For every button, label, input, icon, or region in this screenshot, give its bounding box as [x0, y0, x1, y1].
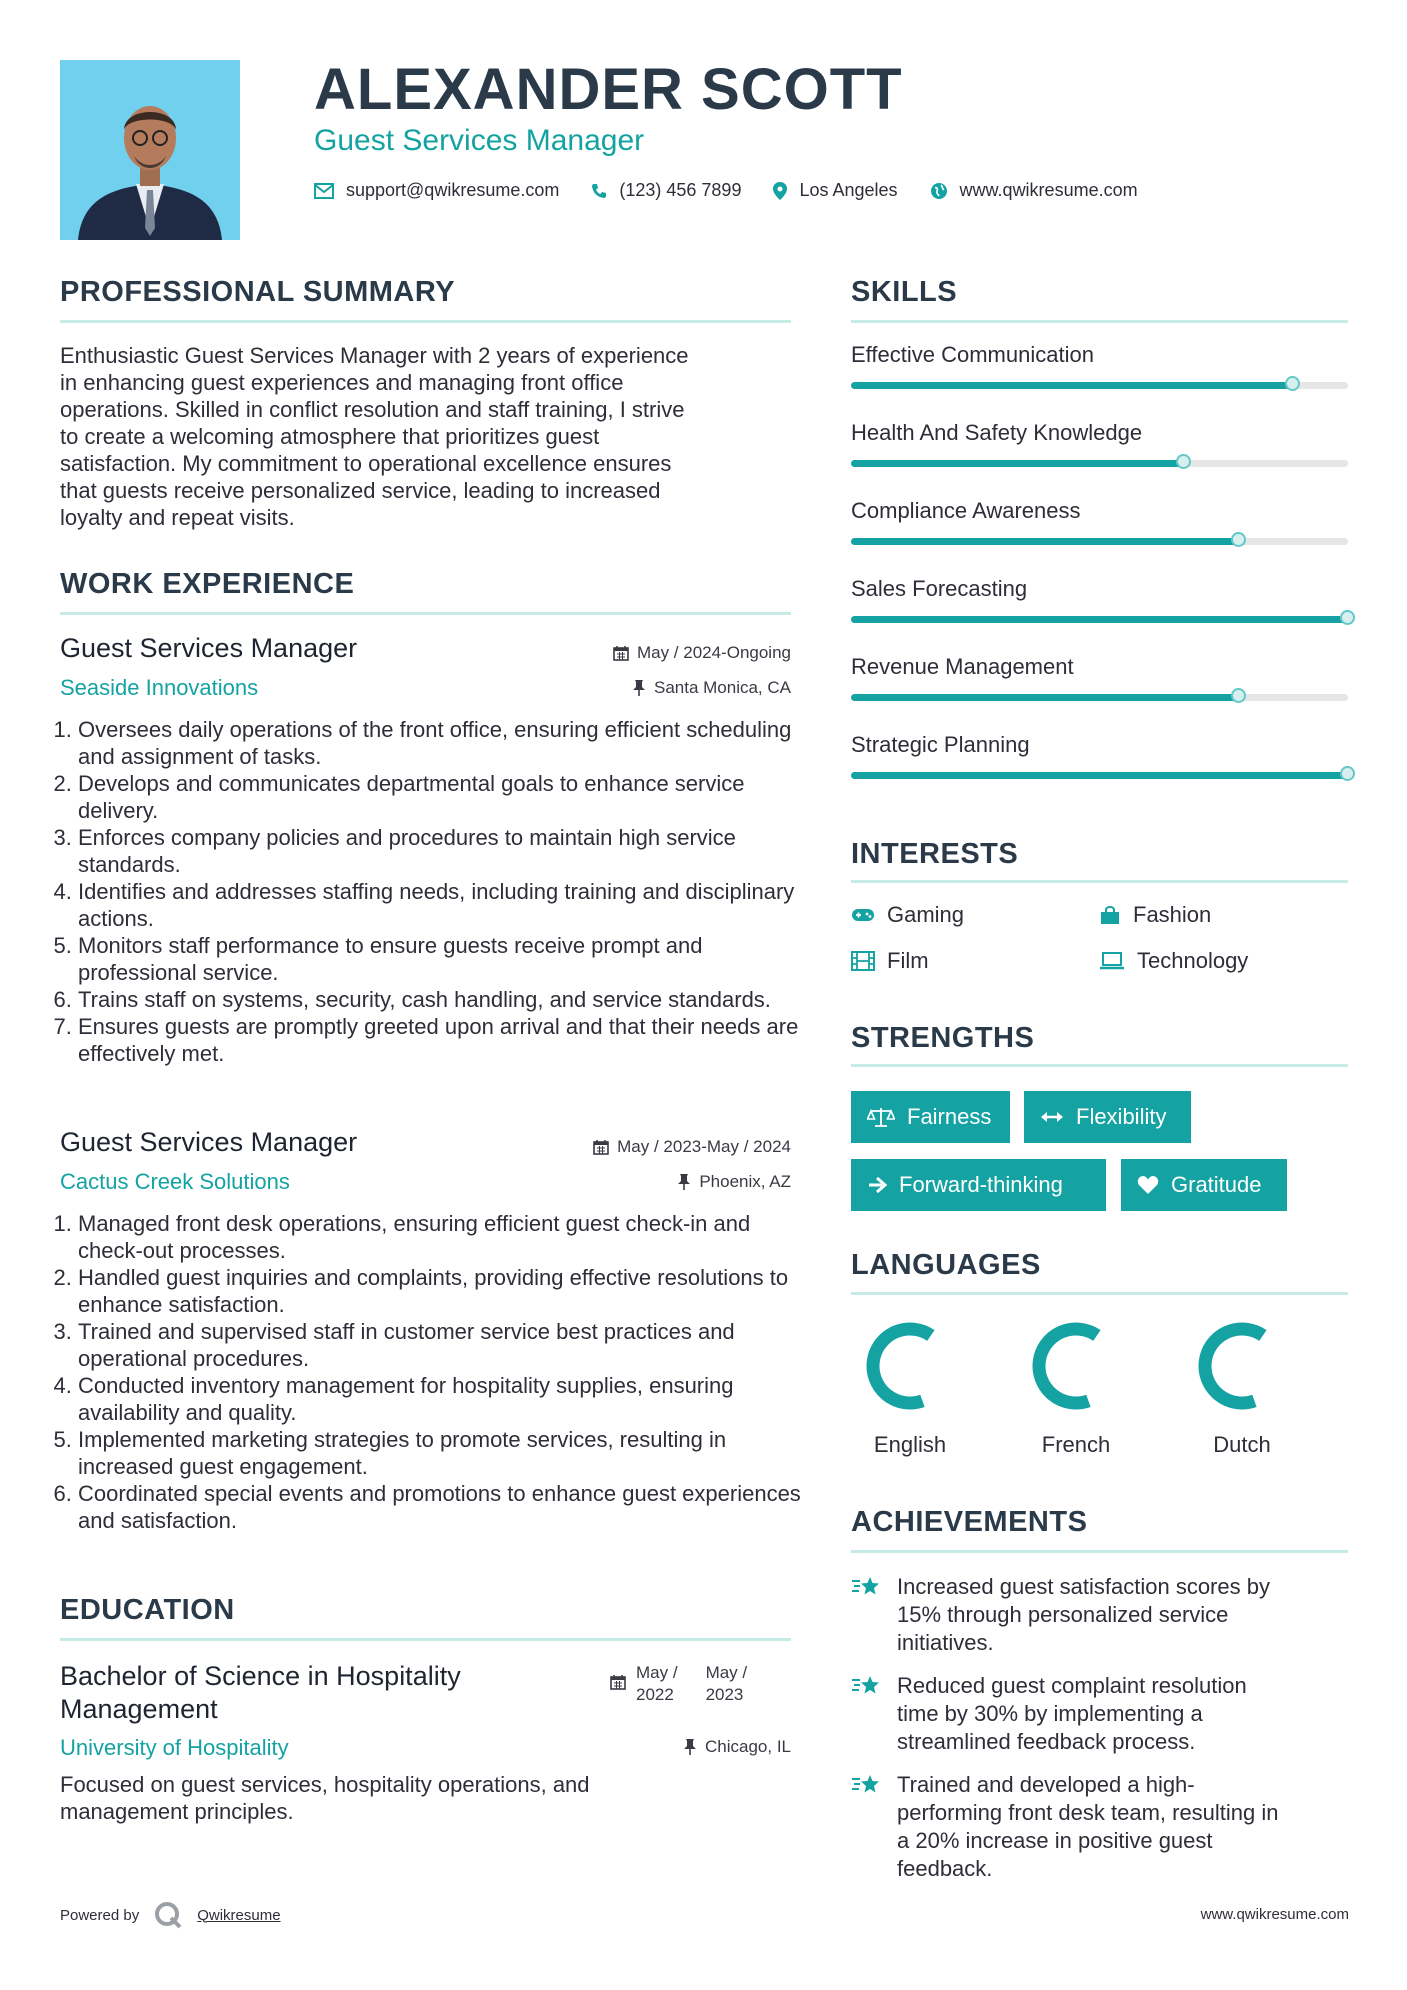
education-dates [610, 1662, 747, 1706]
calendar-icon [593, 1139, 609, 1155]
interest-label: Gaming [887, 902, 965, 927]
shopping-bag-icon [1099, 905, 1121, 925]
language-item [1182, 1318, 1302, 1458]
summary-line: operations. Skilled in conflict resolution and staff training, I strive [60, 397, 685, 422]
phone-icon [591, 183, 607, 199]
duty-item: 1. Managed front desk operations, ensuring efficient guest check-in and check-out processes. [78, 1210, 808, 1264]
school-name: University of Hospitality [60, 1735, 289, 1760]
summary-line: loyalty and repeat visits. [60, 505, 295, 530]
skill-name: Health And Safety Knowledge [851, 420, 1143, 445]
duty-item: 4. Conducted inventory management for hospitality supplies, ensuring availability and quality. [78, 1372, 808, 1426]
skill-bar-knob [1285, 376, 1300, 391]
skill-bar-knob [1231, 688, 1246, 703]
language-ring-arc [873, 1329, 931, 1403]
skill-item [851, 420, 1348, 467]
language-name: French [1041, 1432, 1111, 1457]
language-ring [1194, 1318, 1290, 1414]
skill-bar [851, 694, 1348, 701]
education-desc-line: Focused on guest services, hospitality operations, and [60, 1772, 590, 1797]
arrow-right-icon [867, 1176, 887, 1194]
degree-line: Bachelor of Science in Hospitality [60, 1661, 461, 1691]
film-icon [851, 951, 875, 971]
shooting-star-icon [851, 1771, 883, 1799]
skill-bar [851, 772, 1348, 779]
education-end [706, 1662, 748, 1706]
language-name: English [873, 1432, 947, 1457]
qwikresume-logo-icon [153, 1900, 183, 1930]
duty-item: 3. Enforces company policies and procedures to maintain high service standards. [78, 824, 808, 878]
summary-line: that guests receive personalized service, leading to increased [60, 478, 661, 503]
strength-label: Gratitude [1171, 1172, 1262, 1197]
achievement-line: streamlined feedback process. [897, 1729, 1196, 1754]
achievement-line: Trained and developed a high- [897, 1772, 1195, 1797]
achievement-item [851, 1771, 1351, 1883]
skill-name: Sales Forecasting [851, 576, 1028, 601]
strength-label: Flexibility [1076, 1104, 1167, 1129]
duty-item: 7. Ensures guests are promptly greeted upon arrival and that their needs are effectively met. [78, 1013, 808, 1067]
achievement-item [851, 1672, 1351, 1756]
skill-bar [851, 616, 1348, 623]
footer-site-link[interactable]: www.qwikresume.com [1200, 1906, 1349, 1923]
skills-heading: SKILLS [851, 276, 958, 308]
gamepad-icon [851, 907, 875, 923]
map-pin-icon [773, 182, 787, 200]
skill-item [851, 342, 1348, 389]
achievements-heading: ACHIEVEMENTS [851, 1506, 1088, 1538]
duty-item: 5. Monitors staff performance to ensure guests receive prompt and professional service. [78, 932, 808, 986]
skill-bar [851, 382, 1348, 389]
achievement-line: a 20% increase in positive guest [897, 1828, 1213, 1853]
skill-bar-fill [851, 772, 1348, 779]
summary-rule [60, 320, 791, 323]
powered-by-text: Powered by [60, 1906, 140, 1924]
heart-icon [1137, 1175, 1159, 1195]
footer-powered [60, 1900, 281, 1930]
contact-row [314, 180, 1156, 201]
summary-line: satisfaction. My commitment to operational excellence ensures [60, 451, 672, 476]
strength-label: Fairness [907, 1104, 992, 1129]
experience-heading: WORK EXPERIENCE [60, 568, 355, 600]
duty-item: 4. Identifies and addresses staffing needs, including training and disciplinary actions. [78, 878, 808, 932]
job-1-location-text: Santa Monica, CA [653, 678, 791, 697]
pushpin-icon [632, 680, 646, 696]
education-end-month: May / [705, 1663, 748, 1682]
languages-heading: LANGUAGES [851, 1249, 1041, 1281]
achievement-text [897, 1672, 1247, 1756]
skill-bar-fill [851, 538, 1239, 545]
website-text: www.qwikresume.com [959, 180, 1138, 200]
duty-item: 3. Trained and supervised staff in customer service best practices and operational procedures. [78, 1318, 808, 1372]
achievement-line: performing front desk team, resulting in [897, 1800, 1279, 1825]
summary-line: in enhancing guest experiences and managing front office [60, 370, 624, 395]
shooting-star-icon [851, 1573, 883, 1601]
interest-label: Fashion [1133, 902, 1212, 927]
skill-bar-fill [851, 616, 1348, 623]
education-rule [60, 1638, 791, 1641]
strengths-rule [851, 1064, 1348, 1067]
job-2-location-text: Phoenix, AZ [699, 1172, 791, 1191]
calendar-icon [613, 645, 629, 661]
education-start-year: 2022 [636, 1685, 674, 1704]
candidate-title: Guest Services Manager [314, 124, 645, 157]
skill-item [851, 732, 1348, 779]
language-ring-arc [1039, 1329, 1097, 1403]
candidate-name: ALEXANDER SCOTT [314, 57, 903, 122]
strength-label: Forward-thinking [899, 1172, 1063, 1197]
summary-line: Enthusiastic Guest Services Manager with 2 years of experience [60, 343, 689, 368]
achievement-line: initiatives. [897, 1630, 994, 1655]
strengths-heading: STRENGTHS [851, 1022, 1035, 1054]
achievement-line: feedback. [897, 1856, 993, 1881]
skill-bar-fill [851, 694, 1239, 701]
degree-line: Management [60, 1694, 218, 1724]
laptop-icon [1099, 952, 1125, 970]
achievement-line: Reduced guest complaint resolution [897, 1673, 1247, 1698]
skill-bar-knob [1340, 610, 1355, 625]
job-2-dates [593, 1137, 791, 1157]
contact-website[interactable] [930, 180, 1138, 201]
contact-email[interactable] [314, 180, 559, 201]
achievement-item [851, 1573, 1351, 1657]
strength-chip [851, 1091, 1010, 1143]
language-name: Dutch [1213, 1432, 1271, 1457]
balance-scale-icon [867, 1106, 895, 1128]
job-1-company: Seaside Innovations [60, 675, 259, 700]
job-1-dates-text: May / 2024-Ongoing [636, 643, 791, 662]
skill-name: Compliance Awareness [851, 498, 1081, 523]
pushpin-icon [677, 1174, 691, 1190]
interest-label: Film [887, 948, 929, 973]
shooting-star-icon [851, 1672, 883, 1700]
skill-bar-knob [1231, 532, 1246, 547]
language-item [1016, 1318, 1136, 1458]
contact-phone[interactable] [591, 180, 741, 201]
interest-item [1099, 902, 1211, 928]
brand-link[interactable]: Qwikresume [197, 1906, 281, 1924]
education-end-year: 2023 [705, 1685, 744, 1704]
job-2-location [677, 1172, 791, 1192]
job-2-title: Guest Services Manager [60, 1127, 358, 1157]
skill-name: Strategic Planning [851, 732, 1030, 757]
language-ring [862, 1318, 958, 1414]
pushpin-icon [683, 1739, 697, 1755]
education-location [683, 1737, 791, 1757]
globe-icon [930, 182, 948, 200]
job-2-dates-text: May / 2023-May / 2024 [617, 1137, 791, 1156]
language-item [850, 1318, 970, 1458]
skill-item [851, 498, 1348, 545]
education-location-text: Chicago, IL [705, 1737, 791, 1756]
language-ring-arc [1205, 1329, 1263, 1403]
summary-heading: PROFESSIONAL SUMMARY [60, 276, 456, 308]
skill-bar-knob [1176, 454, 1191, 469]
achievement-line: 15% through personalized service [897, 1602, 1229, 1627]
degree [60, 1660, 461, 1726]
achievement-text [897, 1573, 1270, 1657]
interests-rule [851, 880, 1348, 883]
phone-text: (123) 456 7899 [619, 180, 742, 200]
achievement-line: time by 30% by implementing a [897, 1701, 1203, 1726]
education-heading: EDUCATION [60, 1594, 235, 1626]
summary-line: to create a welcoming atmosphere that prioritizes guest [60, 424, 600, 449]
envelope-icon [314, 183, 334, 199]
language-ring [1028, 1318, 1124, 1414]
skill-bar-knob [1340, 766, 1355, 781]
experience-rule [60, 612, 791, 615]
summary-text [60, 342, 800, 531]
strength-chip [1024, 1091, 1191, 1143]
skill-item [851, 654, 1348, 701]
education-desc-line: management principles. [60, 1799, 294, 1824]
interest-item [851, 948, 929, 974]
duty-item: 5. Implemented marketing strategies to promote services, resulting in increased guest engagement. [78, 1426, 808, 1480]
education-start-month: May / [636, 1663, 678, 1682]
contact-location [773, 180, 897, 201]
skill-bar-fill [851, 382, 1293, 389]
skill-bar [851, 538, 1348, 545]
location-text: Los Angeles [799, 180, 898, 200]
education-description [60, 1771, 790, 1825]
achievements-rule [851, 1550, 1348, 1553]
duty-item: 6. Trains staff on systems, security, cash handling, and service standards. [78, 986, 808, 1013]
job-1-location [632, 678, 791, 698]
interest-label: Technology [1137, 948, 1249, 973]
interest-item [851, 902, 964, 928]
strength-chip [851, 1159, 1106, 1211]
strength-chip [1121, 1159, 1287, 1211]
education-start [636, 1662, 678, 1706]
profile-photo [60, 60, 240, 240]
skill-item [851, 576, 1348, 623]
interest-item [1099, 948, 1248, 974]
skill-name: Effective Communication [851, 342, 1094, 367]
interests-heading: INTERESTS [851, 838, 1019, 870]
job-1-duties [60, 716, 808, 1067]
achievement-line: Increased guest satisfaction scores by [897, 1574, 1270, 1599]
duty-item: 2. Handled guest inquiries and complaints, providing effective resolutions to enhance satisfaction. [78, 1264, 808, 1318]
duty-item: 2. Develops and communicates departmental goals to enhance service delivery. [78, 770, 808, 824]
skill-name: Revenue Management [851, 654, 1074, 679]
email-text: support@qwikresume.com [346, 180, 560, 200]
duty-item: 1. Oversees daily operations of the front office, ensuring efficient scheduling and assignment of tasks. [78, 716, 808, 770]
skills-rule [851, 320, 1348, 323]
job-2-company: Cactus Creek Solutions [60, 1169, 290, 1194]
skill-bar [851, 460, 1348, 467]
languages-rule [851, 1292, 1348, 1295]
job-2-duties [60, 1210, 808, 1534]
job-1-dates [613, 643, 791, 663]
skill-bar-fill [851, 460, 1184, 467]
calendar-icon [610, 1674, 626, 1690]
job-1-title: Guest Services Manager [60, 633, 358, 663]
duty-item: 6. Coordinated special events and promotions to enhance guest experiences and satisfaction. [78, 1480, 808, 1534]
arrows-horizontal-icon [1040, 1110, 1064, 1124]
achievement-text [897, 1771, 1279, 1883]
